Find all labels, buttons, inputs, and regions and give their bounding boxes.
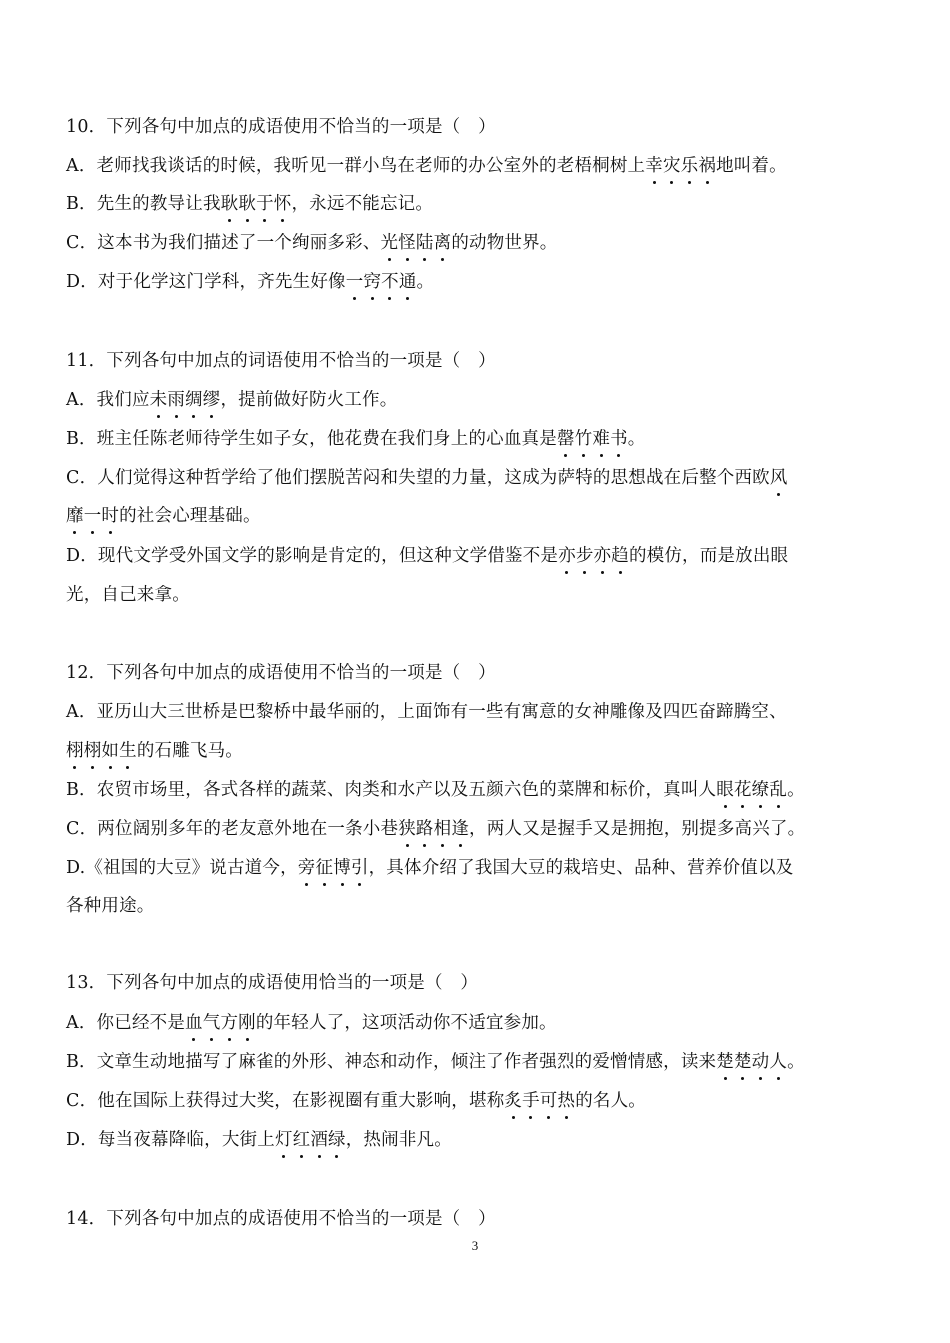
dotted-idiom [346,272,417,292]
emphasis-char: 花 [733,780,752,800]
question-stem: 11．下列各句中加点的词语使用不恰当的一项是（ ） [66,351,496,371]
option-text: 的名人。 [575,1091,647,1111]
emphasis-char: 手 [522,1091,540,1111]
emphasis-char: 缪 [202,390,221,410]
option-line [66,428,645,450]
emphasis-char: 幸 [645,156,663,176]
emphasis-char: 楚 [716,1052,734,1072]
option-text: A．老师找我谈话的时候，我听见一群小鸟在老师的办公室外的老梧桐树上 [66,156,646,176]
emphasis-char: 血 [185,1013,203,1033]
emphasis-char: 人 [769,1052,788,1072]
emphasis-char: 博 [333,858,351,878]
emphasis-char: 一 [345,272,364,292]
emphasis-char: 逢 [451,819,470,839]
question-stem: 12．下列各句中加点的成语使用不恰当的一项是（ ） [66,663,496,683]
dotted-idiom [185,1013,256,1033]
dotted-idiom [275,1130,346,1150]
emphasis-char: 乱 [769,780,788,800]
emphasis-char: 一 [83,506,102,526]
emphasis-char: 眼 [716,780,734,800]
emphasis-char: 灯 [274,1130,293,1150]
dotted-idiom [504,1091,575,1111]
emphasis-char: 耿 [238,194,257,214]
option-text: C．两位阔别多年的老友意外地在一条小巷 [66,819,399,839]
dotted-idiom [716,1052,787,1072]
emphasis-char: 书 [610,429,628,449]
option-text: 。 [627,429,646,449]
dotted-idiom [150,390,221,410]
dotted-idiom [770,468,788,488]
emphasis-char: 乐 [680,156,699,176]
dotted-idiom [557,429,628,449]
emphasis-char: 不 [381,272,399,292]
option-text: D.《祖国的大豆》说古道今， [66,858,298,878]
option-text: B．农贸市场里，各式各样的蔬菜、肉类和水产以及五颜六色的菜牌和标价，真叫人 [66,780,717,800]
emphasis-char: 窍 [363,272,382,292]
dotted-idiom [558,546,629,566]
emphasis-char: 趋 [611,546,629,566]
option-text: 的模仿，而是放出眼 [628,546,789,566]
option-text: 的石雕飞马。 [136,741,244,761]
option-text: ，具体介绍了我国大豆的栽培史、品种、营养价值以及 [368,858,794,878]
emphasis-char: 缭 [751,780,770,800]
emphasis-char: 动 [751,1052,770,1072]
option-line [66,1129,452,1151]
option-text: C．这本书为我们描述了一个绚丽多彩、 [66,233,381,253]
dotted-idiom [66,741,137,761]
option-line [66,271,434,293]
option-line [66,701,787,723]
option-text: 。 [787,780,805,800]
option-text: C．人们觉得这种哲学给了他们摆脱苦闷和失望的力量，这成为萨特的思想战在后整个西欧 [66,468,770,488]
emphasis-char: 怪 [398,233,416,253]
emphasis-char: 生 [119,741,137,761]
emphasis-char: 亦 [593,546,612,566]
option-line [66,740,243,762]
option-text: ，提前做好防火工作。 [220,390,398,410]
option-text: 的动物世界。 [451,233,558,253]
emphasis-char: 旁 [297,858,316,878]
option-text: A．你已经不是 [66,1013,186,1033]
option-text: 。 [416,272,435,292]
option-line [66,232,558,254]
question-stem: 13．下列各句中加点的成语使用恰当的一项是（ ） [66,973,479,993]
emphasis-char: 离 [433,233,452,253]
emphasis-char: 陆 [415,233,434,253]
option-line [66,857,793,879]
emphasis-char: 绸 [185,390,203,410]
emphasis-char: 酒 [310,1130,329,1150]
option-line [66,584,190,606]
option-line [66,467,788,489]
emphasis-char: 路 [415,819,434,839]
option-text: C．他在国际上获得过大奖，在影视圈有重大影响，堪称 [66,1091,505,1111]
emphasis-char: 红 [292,1130,311,1150]
emphasis-char: 未 [149,390,168,410]
dotted-idiom [298,858,369,878]
emphasis-char: 栩 [66,741,84,761]
option-text: B．先生的教导让我 [66,194,221,214]
option-line [66,389,397,411]
emphasis-char: 楚 [733,1052,752,1072]
option-text: A．亚历山大三世桥是巴黎桥中最华丽的，上面饰有一些有寓意的女神雕像及四匹奋蹄腾空、 [66,702,787,722]
option-line [66,779,805,801]
option-line [66,155,787,177]
dotted-idiom [221,194,292,214]
option-text: 各种用途。 [66,896,155,916]
question-stem: 10．下列各句中加点的成语使用不恰当的一项是（ ） [66,117,496,137]
emphasis-char: 狭 [398,819,416,839]
dotted-idiom [398,819,469,839]
emphasis-char: 引 [350,858,369,878]
emphasis-char: 通 [398,272,417,292]
emphasis-char: 刚 [238,1013,256,1033]
emphasis-char: 如 [101,741,120,761]
option-text: ，永远不能忘记。 [291,194,434,214]
dotted-idiom [381,233,452,253]
option-text: D．现代文学受外国文学的影响是肯定的，但这种文学借鉴不是 [66,546,559,566]
emphasis-char: 热 [557,1091,576,1111]
emphasis-char: 风 [769,468,788,488]
emphasis-char: 炙 [504,1091,523,1111]
emphasis-char: 靡 [66,506,84,526]
option-line [66,193,433,215]
option-line [66,1051,805,1073]
option-text: 的社会心理基础。 [119,506,261,526]
option-line [66,818,805,840]
option-text: 。 [787,1052,805,1072]
option-line [66,545,788,567]
option-text: A．我们应 [66,390,150,410]
option-text: ，热闹非凡。 [345,1130,452,1150]
emphasis-char: 雨 [167,390,186,410]
option-text: ，两人又是握手又是拥抱，别提多高兴了。 [469,819,806,839]
dotted-idiom [645,156,716,176]
emphasis-char: 时 [101,506,120,526]
emphasis-char: 竹 [574,429,593,449]
question-stem: 14．下列各句中加点的成语使用不恰当的一项是（ ） [66,1209,496,1229]
option-line [66,895,155,917]
emphasis-char: 栩 [83,741,102,761]
option-text: 的年轻人了，这项活动你不适宜参加。 [255,1013,557,1033]
option-text: 光，自己来拿。 [66,585,190,605]
emphasis-char: 气 [202,1013,221,1033]
emphasis-char: 于 [256,194,274,214]
emphasis-char: 绿 [328,1130,346,1150]
option-text: B．文章生动地描写了麻雀的外形、神态和动作，倾注了作者强烈的爱憎情感，读来 [66,1052,717,1072]
emphasis-char: 灾 [662,156,681,176]
emphasis-char: 祸 [698,156,717,176]
emphasis-char: 怀 [273,194,292,214]
emphasis-char: 相 [433,819,452,839]
page-number: 3 [471,1238,479,1253]
emphasis-char: 方 [220,1013,239,1033]
emphasis-char: 可 [539,1091,558,1111]
option-line [66,505,261,527]
dotted-idiom [716,780,787,800]
emphasis-char: 征 [315,858,334,878]
emphasis-char: 步 [575,546,594,566]
emphasis-char: 光 [380,233,399,253]
option-line [66,1090,646,1112]
option-text: D．对于化学这门学科，齐先生好像 [66,272,346,292]
option-text: 地叫着。 [716,156,787,176]
emphasis-char: 亦 [558,546,576,566]
option-line [66,1012,557,1034]
emphasis-char: 难 [592,429,611,449]
dotted-idiom [66,506,119,526]
emphasis-char: 耿 [220,194,239,214]
emphasis-char: 罄 [556,429,575,449]
option-text: B．班主任陈老师待学生如子女，他花费在我们身上的心血真是 [66,429,557,449]
option-text: D．每当夜幕降临，大街上 [66,1130,275,1150]
